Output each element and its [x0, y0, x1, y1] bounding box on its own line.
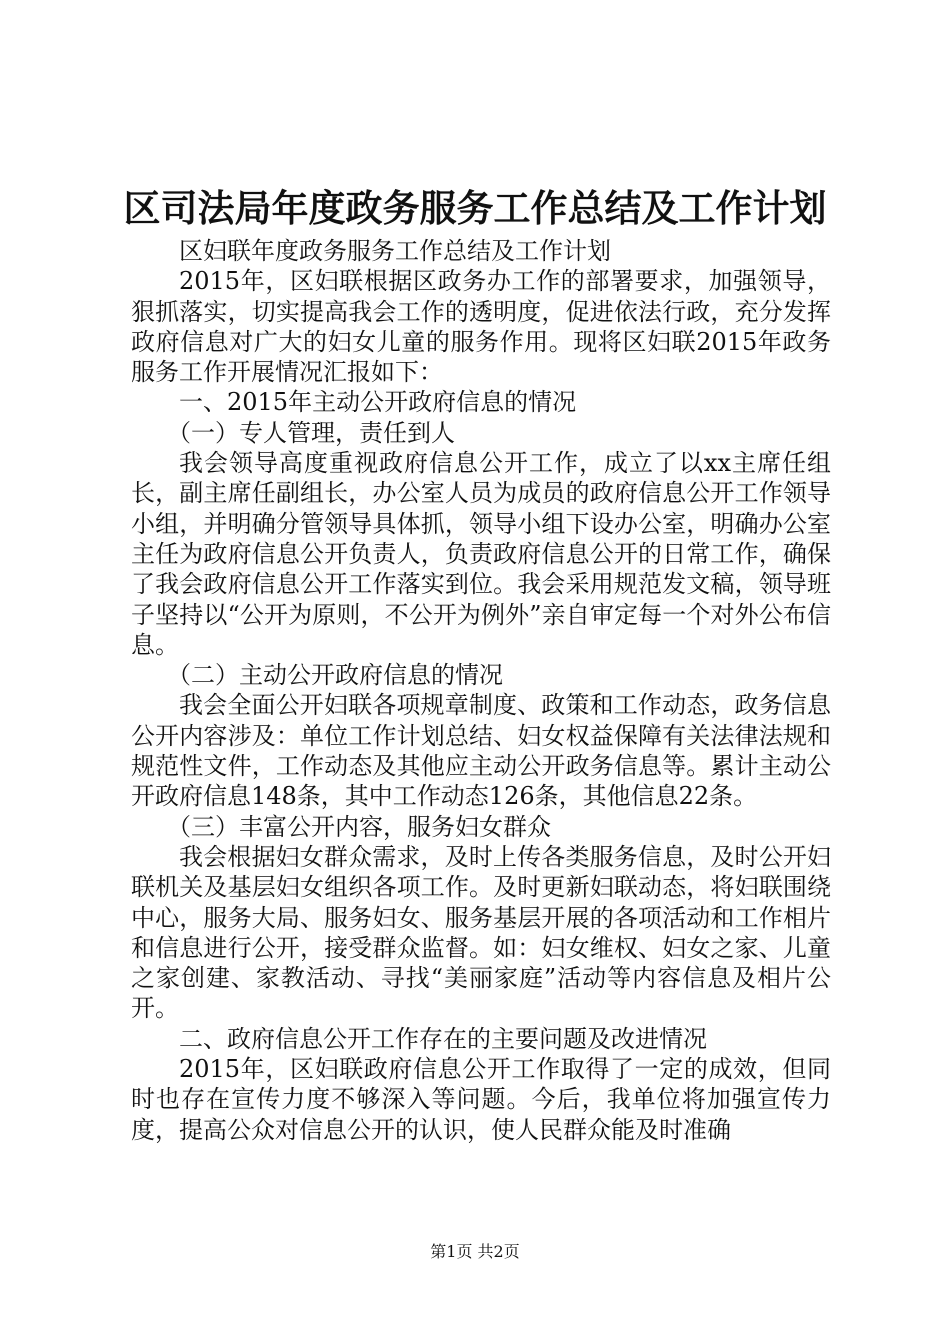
paragraph: 2015年，区妇联政府信息公开工作取得了一定的成效，但同时也存在宣传力度不够深入等问题。今后，我单位将加强宣传力度，提高公众对信息公开的认识，使人民群众能及时准确 — [131, 1055, 831, 1144]
document-body — [131, 236, 831, 1145]
document-title: 区司法局年度政务服务工作总结及工作计划 — [123, 186, 827, 230]
paragraph: 我会全面公开妇联各项规章制度、政策和工作动态，政务信息公开内容涉及：单位工作计划总结、妇女权益保障有关法律法规和规范性文件，工作动态及其他应主动公开政务信息等。累计主动公开政府信息148条，其中工作动态126条，其他信息22条。 — [131, 691, 831, 811]
paragraph: 2015年，区妇联根据区政务办工作的部署要求，加强领导，狠抓落实，切实提高我会工作的透明度，促进依法行政，充分发挥政府信息对广大的妇女儿童的服务作用。现将区妇联2015年政务服务工作开展情况汇报如下： — [131, 267, 831, 387]
paragraph: 我会领导高度重视政府信息公开工作，成立了以xx主席任组长，副主席任副组长，办公室人员为成员的政府信息公开工作领导小组，并明确分管领导具体抓，领导小组下设办公室，明确办公室主任为政府信息公开负责人，负责政府信息公开的日常工作，确保了我会政府信息公开工作落实到位。我会采用规范发文稿，领导班子坚持以“公开为原则，不公开为例外”亲自审定每一个对外公布信息。 — [131, 449, 831, 659]
subsection-heading: （三）丰富公开内容，服务妇女群众 — [167, 812, 551, 841]
subsection-heading: （一）专人管理，责任到人 — [167, 418, 455, 447]
paragraph: 我会根据妇女群众需求，及时上传各类服务信息，及时公开妇联机关及基层妇女组织各项工作。及时更新妇联动态，将妇联围绕中心，服务大局、服务妇女、服务基层开展的各项活动和工作相片和信息进行公开，接受群众监督。如：妇女维权、妇女之家、儿童之家创建、家教活动、寻找“美丽家庭”活动等内容信息及相片公开。 — [131, 842, 831, 1023]
subsection-heading: （二）主动公开政府信息的情况 — [167, 661, 503, 690]
page-footer: 第1页 共2页 — [430, 1242, 520, 1261]
section-heading: 一、2015年主动公开政府信息的情况 — [179, 388, 577, 417]
section-heading: 二、政府信息公开工作存在的主要问题及改进情况 — [179, 1024, 707, 1053]
paragraph: 区妇联年度政务服务工作总结及工作计划 — [179, 237, 611, 265]
